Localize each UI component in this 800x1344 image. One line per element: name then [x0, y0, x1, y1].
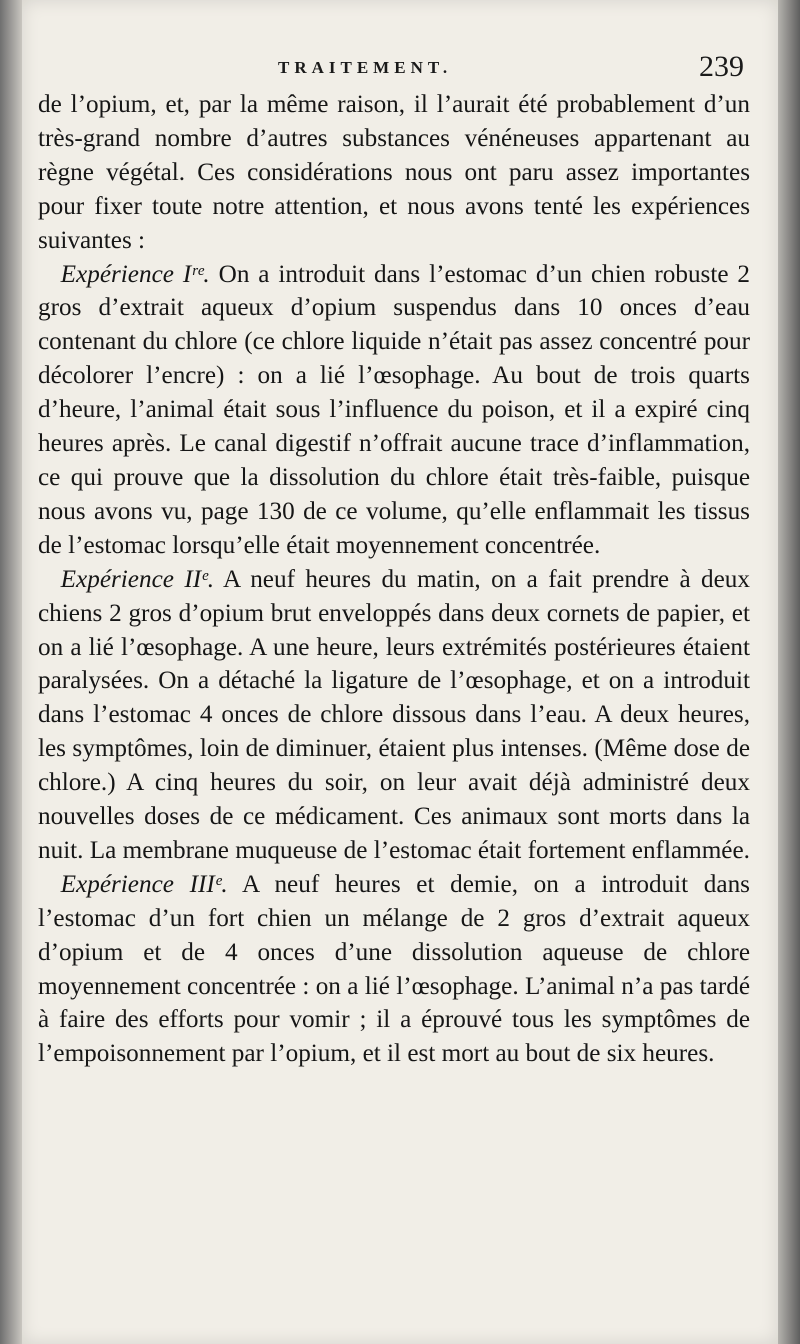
experience-label: Expérience Iʳᵉ.: [60, 260, 210, 288]
paragraph-text: A neuf heures du matin, on a fait prendre à deux chiens 2 gros d’opium brut enveloppés dans deux cornets de papier, et on a lié l’œsophage. A une heure, leurs extrémités postérieures étaient paralysées. On a détaché la ligature de l’œsophage, et on a introduit dans l’estomac 4 onces de chlore dissous dans l’eau. A deux heures, les symptômes, loin de diminuer, étaient plus intenses. (Même dose de chlore.) A cinq heures du soir, on leur avait déjà administré deux nouvelles doses de ce médicament. Ces animaux sont morts dans la nuit. La membrane muqueuse de l’estomac était fortement enflammée.: [38, 565, 750, 864]
page-number: 239: [699, 50, 744, 83]
paragraph-experience-2: [38, 563, 750, 868]
page-gutter-shadow: [0, 0, 22, 1344]
experience-label: Expérience IIIᵉ.: [60, 870, 228, 898]
paragraph-text: A neuf heures et demie, on a introduit dans l’estomac d’un fort chien un mélange de 2 gros d’extrait aqueux d’opium et de 4 onces d’une dissolution aqueuse de chlore moyennement concentrée : on a lié l’œsophage. L’animal n’a pas tardé à faire des efforts pour vomir ; il a éprouvé tous les symptômes de l’empoisonnement par l’opium, et il est mort au bout de six heures.: [38, 870, 750, 1068]
paragraph-intro: [38, 88, 750, 258]
paragraph-experience-1: [38, 258, 750, 563]
experience-label: Expérience IIᵉ.: [60, 565, 215, 593]
page-header: [22, 50, 778, 90]
page-body: [38, 88, 750, 1071]
page-edge-shadow: [778, 0, 800, 1344]
paragraph-text: de l’opium, et, par la même raison, il l’aurait été probablement d’un très-grand nombre d’autres substances vénéneuses appartenant au règne végétal. Ces considérations nous ont paru assez importantes pour fixer toute notre attention, et nous avons tenté les expériences suivantes :: [38, 91, 750, 254]
running-title: TRAITEMENT.: [278, 58, 453, 77]
paragraph-text: On a introduit dans l’estomac d’un chien robuste 2 gros d’extrait aqueux d’opium suspendus dans 10 onces d’eau contenant du chlore (ce chlore liquide n’était pas assez concentré pour décolorer l’encre) : on a lié l’œsophage. Au bout de trois quarts d’heure, l’animal était sous l’influence du poison, et il a expiré cinq heures après. Le canal digestif n’offrait aucune trace d’inflammation, ce qui prouve que la dissolution du chlore était très-faible, puisque nous avons vu, page 130 de ce volume, qu’elle enflammait les tissus de l’estomac lorsqu’elle était moyennement concentrée.: [38, 260, 751, 559]
paragraph-experience-3: [38, 868, 750, 1071]
book-page: [22, 0, 778, 1344]
